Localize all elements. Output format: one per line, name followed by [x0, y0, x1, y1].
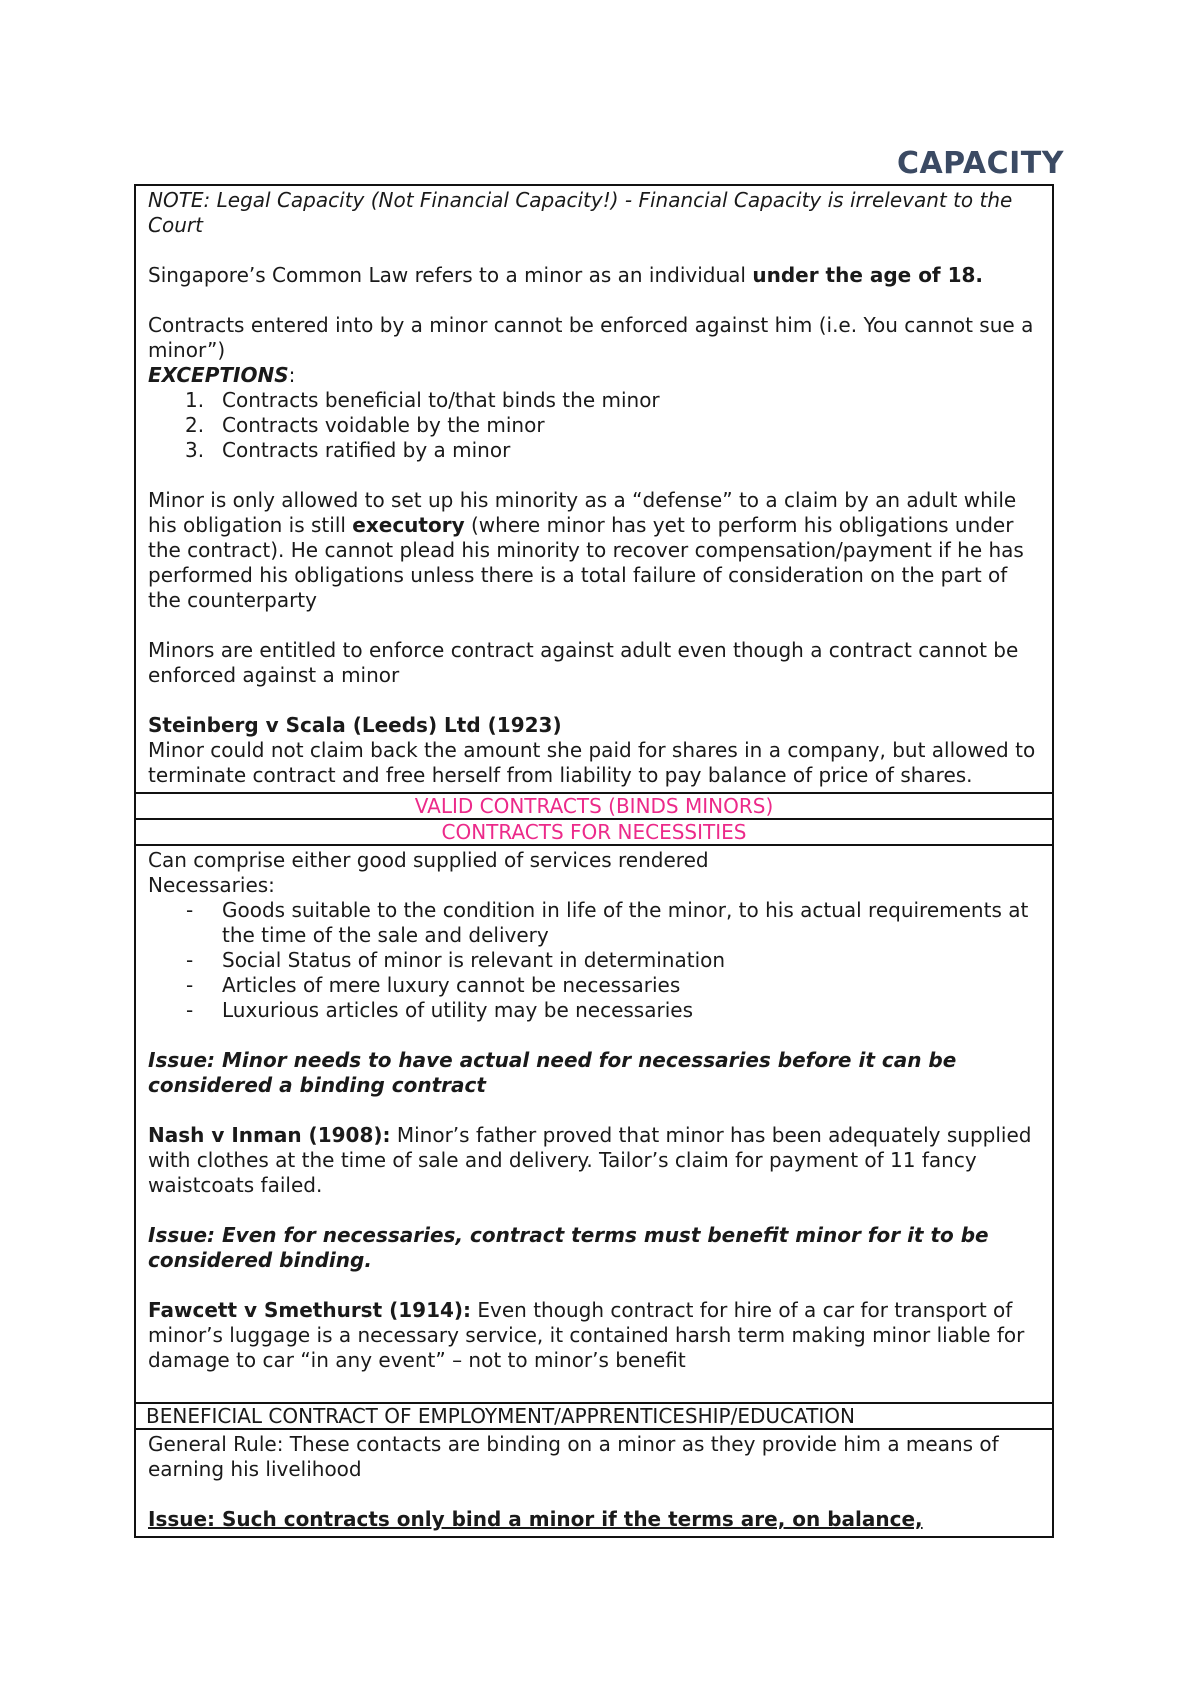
notes-table: [134, 184, 1054, 1538]
age-emphasis: under the age of 18.: [752, 263, 984, 287]
necessaries-list: [148, 898, 1042, 1023]
case-title: Steinberg v Scala (Leeds) Ltd (1923): [148, 713, 562, 737]
page-title: CAPACITY: [896, 146, 1064, 181]
list-item: - Goods suitable to the condition in life of the minor, to his actual requirements at the time of the sale and delivery: [186, 898, 1029, 947]
necessities-cell: [136, 844, 1052, 1402]
list-item: 2. Contracts voidable by the minor: [185, 413, 545, 437]
necessaries-label: Necessaries:: [148, 873, 275, 897]
list-item: - Articles of mere luxury cannot be necessaries: [186, 973, 681, 997]
nash-case: Nash v Inman (1908): Minor’s father proved that minor has been adequately supplied with clothes at the time of sale and delivery. Tailor’s claim for payment of 11 fancy waistcoats failed.: [148, 1123, 1032, 1197]
general-rule: General Rule: These contacts are binding on a minor as they provide him a means of earning his livelihood: [148, 1432, 999, 1481]
section-heading-necessities: CONTRACTS FOR NECESSITIES: [136, 818, 1052, 844]
note-text: NOTE: Legal Capacity (Not Financial Capacity!) - Financial Capacity is irrelevant to the Court: [148, 188, 1013, 237]
list-item: - Luxurious articles of utility may be necessaries: [186, 998, 693, 1022]
employment-cell: [136, 1428, 1052, 1536]
entitled-paragraph: Minors are entitled to enforce contract against adult even though a contract cannot be enforced against a minor: [148, 638, 1019, 687]
fawcett-case: Fawcett v Smethurst (1914): Even though contract for hire of a car for transport of minor’s luggage is a necessary service, it contained harsh term making minor liable for damage to car “in any event” – not to minor’s benefit: [148, 1298, 1025, 1372]
list-item: 1. Contracts beneficial to/that binds the minor: [185, 388, 660, 412]
list-item: 3. Contracts ratified by a minor: [185, 438, 511, 462]
executory-emphasis: executory: [352, 513, 465, 537]
section-heading-valid: VALID CONTRACTS (BINDS MINORS): [136, 792, 1052, 818]
necessities-intro: Can comprise either good supplied of services rendered: [148, 848, 709, 872]
intro-cell: [136, 186, 1052, 792]
list-item: - Social Status of minor is relevant in determination: [186, 948, 726, 972]
minor-definition: Singapore’s Common Law refers to a minor as an individual under the age of 18.: [148, 263, 984, 287]
case-text: Minor could not claim back the amount she paid for shares in a company, but allowed to terminate contract and free herself from liability to pay balance of price of shares.: [148, 738, 1036, 787]
issue-benefit: Issue: Even for necessaries, contract terms must benefit minor for it to be considered binding.: [148, 1223, 989, 1272]
section-heading-employment: BENEFICIAL CONTRACT OF EMPLOYMENT/APPRENTICESHIP/EDUCATION: [136, 1402, 1052, 1428]
issue-actual-need: Issue: Minor needs to have actual need for necessaries before it can be considered a binding contract: [148, 1048, 957, 1097]
exceptions-list: [148, 388, 1042, 463]
exceptions-heading: EXCEPTIONS:: [148, 363, 296, 387]
employment-issue: Issue: Such contracts only bind a minor if the terms are, on balance,: [148, 1507, 923, 1531]
contracts-text: Contracts entered into by a minor cannot be enforced against him (i.e. You cannot sue a minor”): [148, 313, 1034, 362]
defense-paragraph: Minor is only allowed to set up his minority as a “defense” to a claim by an adult while his obligation is still executory (where minor has yet to perform his obligations under the contract). He cannot plead his minority to recover compensation/payment if he has performed his obligations unless there is a total failure of consideration on the part of the counterparty: [148, 488, 1024, 612]
